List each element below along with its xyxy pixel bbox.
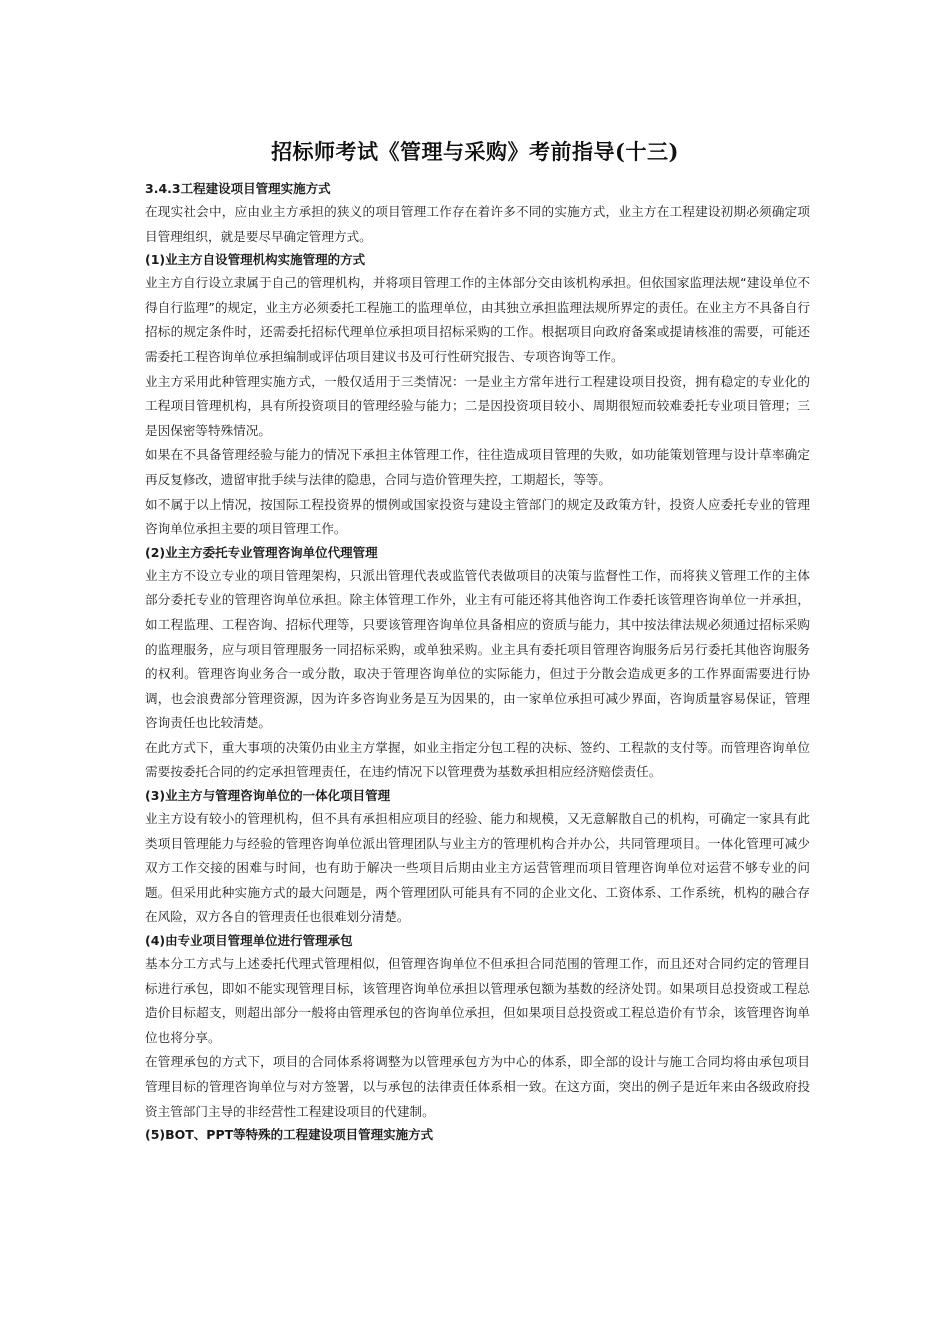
item-1-heading: (1)业主方自设管理机构实施管理的方式 — [145, 252, 366, 268]
item-2-heading: (2)业主方委托专业管理咨询单位代理管理 — [145, 544, 378, 560]
document-title: 招标师考试《管理与采购》考前指导(十三) — [271, 139, 679, 164]
item-1-paragraph-3: 如果在不具备管理经验与能力的情况下承担主体管理工作，往往造成项目管理的失败，如功能策划管理与设计草率确定再反复修改，遗留审批手续与法律的隐患，合同与造价管理失控，工期超长，等等。 — [145, 447, 810, 487]
item-1-paragraph-4: 如不属于以上情况，按国际工程投资界的惯例或国家投资与建设主管部门的规定及政策方针，投资人应委托专业的管理咨询单位承担主要的项目管理工作。 — [145, 496, 810, 537]
item-4-heading: (4)由专业项目管理单位进行管理承包 — [145, 933, 353, 949]
item-3-paragraph-1: 业主方设有较小的管理机构，但不具有承担相应项目的经验、能力和规模，又无意解散自己的机构，可确定一家具有此类项目管理能力与经验的管理咨询单位派出管理团队与业主方的管理机构合并办公，共同管理项目。一体化管理可减少双方工作交接的困难与时间，也有助于解决一些项目后期由业主方运营管理而项目管理咨询单位对运营不够专业的问题。但采用此种实施方式的最大问题是，两个管理团队可能具有不同的企业文化、工资体系、工作系统，机构的融合存在风险，双方各自的管理责任也很难划分清楚。 — [145, 811, 810, 925]
item-4-paragraph-2: 在管理承包的方式下，项目的合同体系将调整为以管理承包方为中心的体系，即全部的设计与施工合同均将由承包项目管理目标的管理咨询单位与对方签署，以与承包的法律责任体系相一致。在这方面，突出的例子是近年来由各级政府投资主管部门主导的非经营性工程建设项目的代建制。 — [145, 1054, 810, 1119]
document-body — [145, 178, 810, 1146]
item-1-paragraph-2: 业主方采用此种管理实施方式，一般仅适用于三类情况：一是业主方常年进行工程建设项目投资，拥有稳定的专业化的工程项目管理机构，具有所投资项目的管理经验与能力；二是因投资项目较小、周期很短而较难委托专业项目管理；三是因保密等特殊情况。 — [145, 373, 810, 438]
item-2-paragraph-1: 业主方不设立专业的项目管理架构，只派出管理代表或监管代表做项目的决策与监督性工作，而将狭义管理工作的主体部分委托专业的管理咨询单位承担。除主体管理工作外，业主有可能还将其他咨询工作委托该管理咨询单位一并承担，如工程监理、工程咨询、招标代理等，只要该管理咨询单位具备相应的资质与能力，其中按法律法规必须通过招标采购的监理服务，应与项目管理服务一同招标采购，或单独采购。业主具有委托项目管理咨询服务后另行委托其他咨询服务的权利。管理咨询业务合一或分散，取决于管理咨询单位的实际能力，但过于分散会造成更多的工作界面需要进行协调，也会浪费部分管理资源，因为许多咨询业务是互为因果的，由一家单位承担可减少界面，咨询质量容易保证，管理咨询责任也比较清楚。 — [145, 567, 810, 731]
item-3-heading: (3)业主方与管理咨询单位的一体化项目管理 — [145, 788, 391, 804]
section-heading: 3.4.3工程建设项目管理实施方式 — [145, 181, 331, 196]
section-intro: 在现实社会中，应由业主方承担的狭义的项目管理工作存在着许多不同的实施方式，业主方在工程建设初期必须确定项目管理组织，就是要尽早确定管理方式。 — [145, 204, 810, 244]
item-5-heading: (5)BOT、PPT等特殊的工程建设项目管理实施方式 — [145, 1127, 434, 1143]
item-1-paragraph-1: 业主方自行设立隶属于自己的管理机构，并将项目管理工作的主体部分交由该机构承担。但依国家监理法规“建设单位不得自行监理”的规定，业主方必须委托工程施工的监理单位，由其独立承担监理法规所界定的责任。在业主方不具备自行招标的规定条件时，还需委托招标代理单位承担项目招标采购的工作。根据项目向政府备案或提请核准的需要，可能还需委托工程咨询单位承担编制或评估项目建议书及可行性研究报告、专项咨询等工作。 — [145, 275, 810, 364]
item-4-paragraph-1: 基本分工方式与上述委托代理式管理相似，但管理咨询单位不但承担合同范围的管理工作，而且还对合同约定的管理目标进行承包，即如不能实现管理目标，该管理咨询单位承担以管理承包额为基数的经济处罚。如果项目总投资或工程总造价目标超支，则超出部分一般将由管理承包的咨询单位承担，但如果项目总投资或工程总造价有节余，该管理咨询单位也将分享。 — [145, 956, 810, 1045]
item-2-paragraph-2: 在此方式下，重大事项的决策仍由业主方掌握，如业主指定分包工程的决标、签约、工程款的支付等。而管理咨询单位需要按委托合同的约定承担管理责任，在违约情况下以管理费为基数承担相应经济赔偿责任。 — [145, 739, 810, 780]
